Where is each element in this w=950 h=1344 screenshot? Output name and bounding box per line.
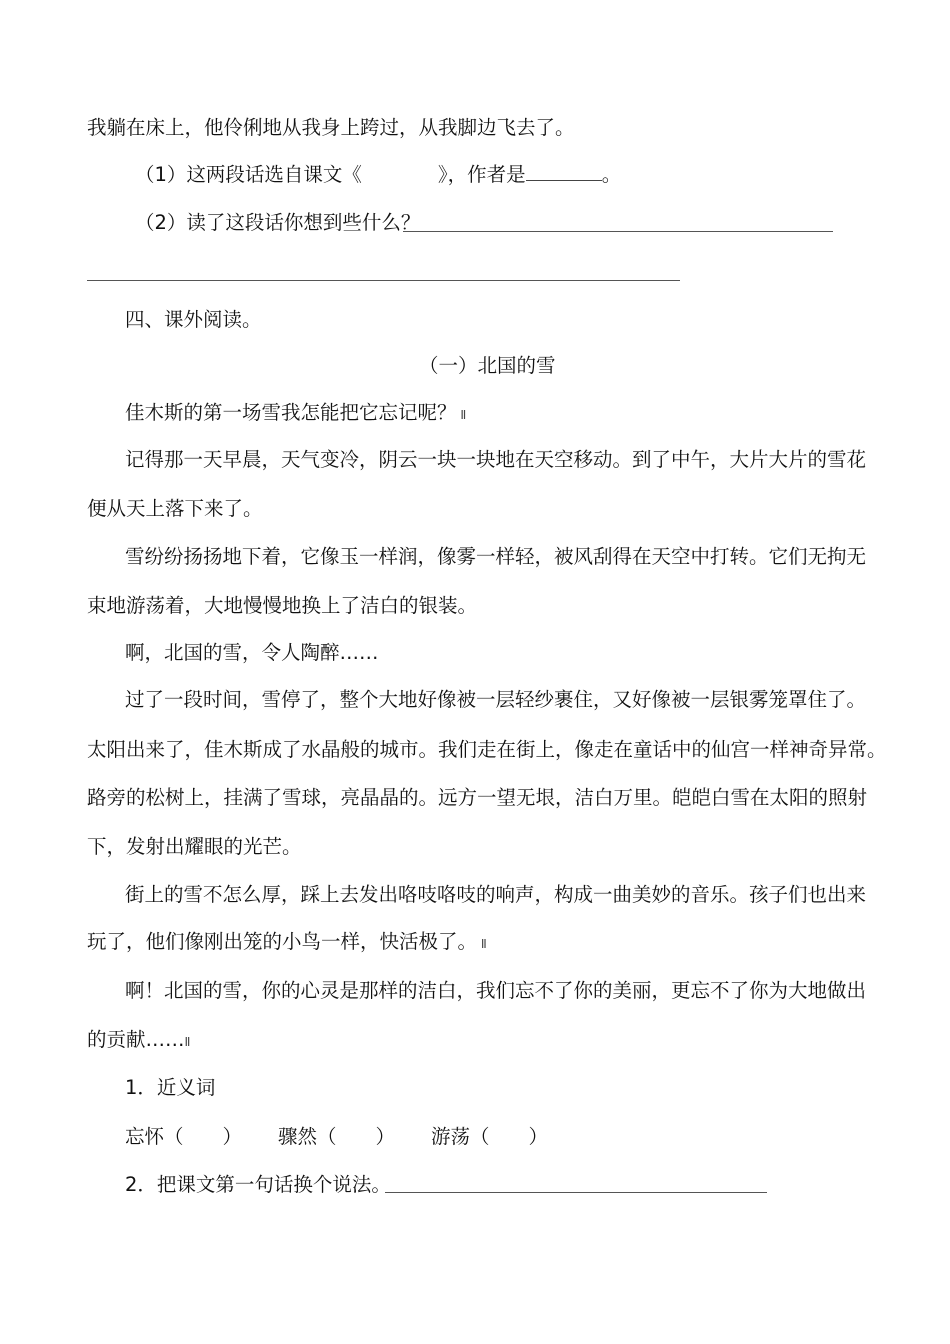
synonym-word: 骤然 (278, 1125, 318, 1148)
question-synonyms-label: 1．近义词 (125, 1076, 216, 1099)
answer-line-1[interactable] (403, 231, 833, 232)
question-rewrite: 2．把课文第一句话换个说法。 (125, 1173, 391, 1196)
passage-line-text: 的贡献…… (87, 1028, 185, 1051)
question-1 (135, 162, 621, 188)
answer-line-rewrite[interactable] (385, 1192, 767, 1193)
passage-line: 的贡献……Ⅱ (87, 1028, 191, 1051)
passage-line: 路旁的松树上，挂满了雪球，亮晶晶的。远方一望无垠，洁白万里。皑皑白雪在太阳的照射 (87, 786, 868, 809)
synonym-word: 游荡 (431, 1125, 471, 1148)
synonym-answer-box[interactable]: （ ） (470, 1125, 549, 1148)
passage-line: 啊，北国的雪，令人陶醉…… (125, 641, 379, 664)
passage-line-text: 玩了，他们像刚出笼的小鸟一样，快活极了。 (87, 930, 478, 953)
passage-line: 记得那一天早晨，天气变冷，阴云一块一块地在天空移动。到了中午，大片大片的雪花 (125, 448, 867, 471)
synonym-item (278, 1124, 395, 1150)
passage-line-text: 佳木斯的第一场雪我怎能把它忘记呢？ (125, 401, 457, 424)
author-blank[interactable] (526, 162, 602, 181)
passage-line: 便从天上落下来了。 (87, 497, 263, 520)
passage-line: 玩了，他们像刚出笼的小鸟一样，快活极了。 Ⅱ (87, 930, 487, 953)
passage-line: 街上的雪不怎么厚，踩上去发出咯吱咯吱的响声，构成一曲美妙的音乐。孩子们也出来 (125, 883, 867, 906)
passage-line: 束地游荡着，大地慢慢地换上了洁白的银装。 (87, 594, 478, 617)
answer-line-2[interactable] (87, 280, 680, 281)
synonym-answer-box[interactable]: （ ） (317, 1125, 396, 1148)
question-1-end: 。 (601, 163, 622, 186)
passage-line: 太阳出来了，佳木斯成了水晶般的城市。我们走在街上，像走在童话中的仙宫一样神奇异常。 (87, 738, 887, 761)
synonym-item (125, 1124, 242, 1150)
passage-line: 下，发射出耀眼的光芒。 (87, 835, 302, 858)
synonym-item (431, 1124, 548, 1150)
passage-title: （一）北国的雪 (419, 354, 556, 377)
question-2: （2）读了这段话你想到些什么？ (135, 211, 421, 234)
question-1-text: （1）这两段话选自课文《 (135, 163, 362, 186)
passage-line: 过了一段时间，雪停了，整个大地好像被一层轻纱裹住，又好像被一层银雾笼罩住了。 (125, 688, 867, 711)
synonym-word: 忘怀 (125, 1125, 165, 1148)
synonym-answer-box[interactable]: （ ） (164, 1125, 243, 1148)
passage-line: 雪纷纷扬扬地下着，它像玉一样润，像雾一样轻，被风刮得在天空中打转。它们无拘无 (125, 545, 867, 568)
passage-line: 佳木斯的第一场雪我怎能把它忘记呢？ Ⅱ (125, 401, 467, 424)
question-1-text-mid: 》，作者是 (437, 163, 526, 186)
prev-text-line: 我躺在床上，他伶俐地从我身上跨过，从我脚边飞去了。 (87, 116, 575, 139)
section-heading: 四、课外阅读。 (125, 308, 262, 331)
passage-line: 啊！北国的雪，你的心灵是那样的洁白，我们忘不了你的美丽，更忘不了你为大地做出 (125, 979, 867, 1002)
